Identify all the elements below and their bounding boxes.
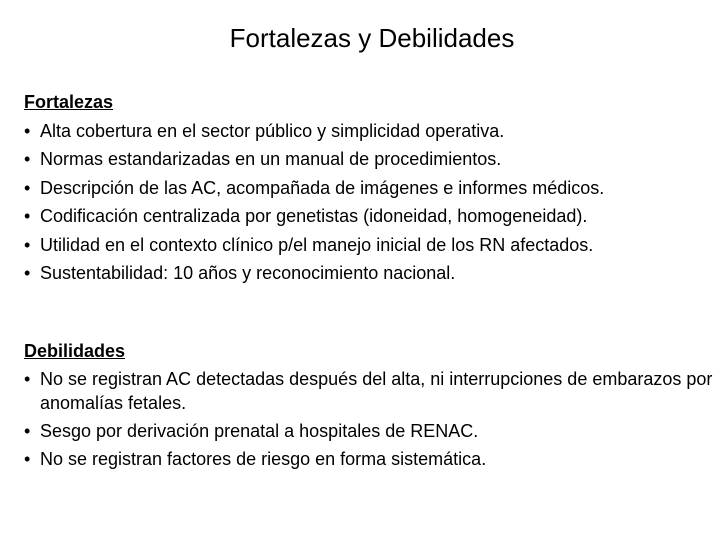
bullet-icon: •: [24, 149, 31, 169]
bullet-icon: •: [24, 449, 31, 469]
fortalezas-section: [24, 90, 720, 285]
fortalezas-item-text: Sustentabilidad: 10 años y reconocimiento nacional.: [40, 263, 456, 283]
fortalezas-item: [24, 147, 720, 171]
debilidades-item-text: No se registran AC detectadas después del alta, ni interrupciones de embarazos por anomalías fetales.: [40, 369, 713, 413]
debilidades-item: [24, 367, 720, 415]
debilidades-section: [24, 339, 720, 471]
debilidades-item: [24, 447, 720, 471]
bullet-icon: •: [24, 206, 31, 226]
fortalezas-heading: Fortalezas: [24, 92, 114, 112]
debilidades-heading: Debilidades: [24, 341, 126, 361]
debilidades-item-text: No se registran factores de riesgo en forma sistemática.: [40, 449, 487, 469]
fortalezas-item: [24, 261, 720, 285]
bullet-icon: •: [24, 369, 31, 389]
fortalezas-item: [24, 204, 720, 228]
fortalezas-list: [24, 119, 720, 286]
debilidades-list: [24, 367, 720, 471]
fortalezas-item: [24, 176, 720, 200]
bullet-icon: •: [24, 177, 31, 198]
debilidades-item: [24, 419, 720, 443]
debilidades-item-text: Sesgo por derivación prenatal a hospitales de RENAC.: [40, 421, 479, 441]
slide-title: Fortalezas y Debilidades: [229, 23, 515, 53]
fortalezas-item-text: Descripción de las AC, acompañada de imágenes e informes médicos.: [40, 177, 605, 198]
bullet-icon: •: [24, 421, 31, 441]
fortalezas-item-text: Codificación centralizada por genetistas (idoneidad, homogeneidad).: [40, 206, 588, 226]
fortalezas-item: [24, 233, 720, 257]
bullet-icon: •: [24, 120, 31, 141]
bullet-icon: •: [24, 234, 31, 255]
fortalezas-item: [24, 119, 720, 143]
fortalezas-item-text: Utilidad en el contexto clínico p/el manejo inicial de los RN afectados.: [40, 234, 594, 255]
bullet-icon: •: [24, 263, 31, 283]
fortalezas-item-text: Normas estandarizadas en un manual de procedimientos.: [40, 149, 502, 169]
fortalezas-item-text: Alta cobertura en el sector público y simplicidad operativa.: [40, 120, 505, 141]
